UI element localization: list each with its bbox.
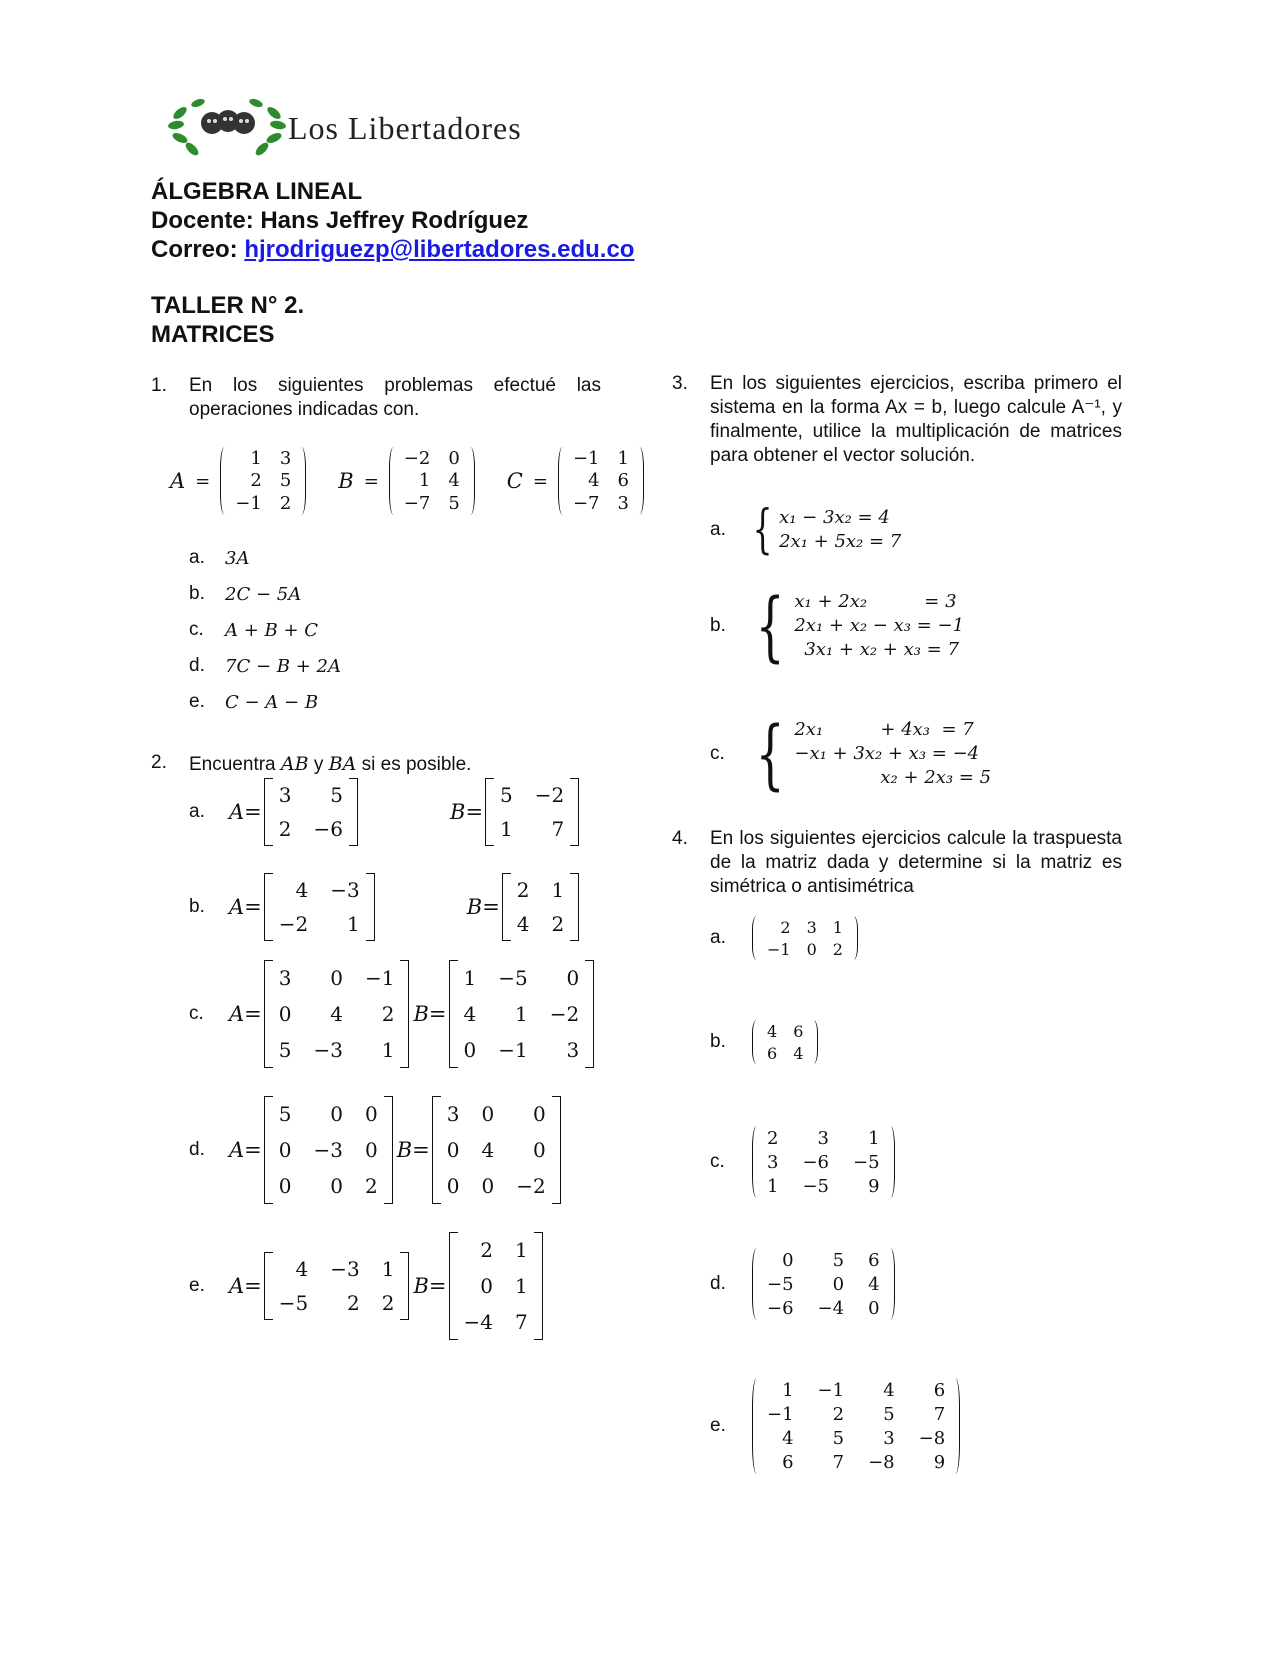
q3-system-label: c.	[710, 743, 725, 764]
q4-matrix-cell: 3	[806, 917, 817, 937]
q2-matrix-a-cell: 0	[365, 1102, 378, 1126]
q1-matrices: A = 1 3 2 5 −1 2 B = −2 0 1 4 −7 5 C = −1 1 4 6 −7 3	[170, 447, 644, 515]
university-logo	[168, 93, 286, 161]
q2-matrix-a-cell: −6	[313, 817, 343, 841]
q2-text-post: si es posible.	[356, 754, 472, 775]
q4-item-label: d.	[710, 1273, 726, 1294]
q4-number: 4.	[672, 828, 688, 849]
q4-matrix	[752, 916, 858, 960]
q4-matrix-cell: 1	[767, 1175, 779, 1197]
q1-item-label: d.	[189, 655, 205, 676]
q2-matrix-b-cell: 1	[515, 1002, 528, 1026]
q2-matrix-a-cell: −1	[365, 966, 395, 990]
q2-text	[189, 752, 471, 777]
q4-matrix-cell: 6	[793, 1021, 804, 1041]
topic-title: MATRICES	[151, 321, 275, 348]
q2-matrix-a-cell: 1	[347, 912, 360, 936]
q4-matrix-cell: 4	[782, 1427, 794, 1449]
q2-label-b: B=	[413, 1274, 447, 1298]
q2-item-label: a.	[189, 801, 205, 822]
q4-matrix-cell: 0	[868, 1297, 880, 1319]
q2-matrix-a-cell: 5	[278, 1038, 292, 1062]
q4-matrix	[752, 1020, 818, 1064]
q1-matrix-a-cell: 5	[279, 470, 292, 492]
q2-matrix-a-cell: 5	[278, 1102, 292, 1126]
q1-label-a: A	[170, 469, 186, 493]
q3-equations	[794, 590, 964, 662]
q1-matrix-c-cell: 3	[617, 493, 629, 515]
q1-matrix-b	[389, 447, 475, 515]
q1-item-expr: 3A	[225, 547, 250, 569]
q2-label-b: B=	[450, 800, 484, 824]
q2-text-pre: Encuentra	[189, 754, 281, 775]
q4-item-label: e.	[710, 1415, 726, 1436]
q1-item	[189, 576, 341, 612]
q2-matrix-a-cell: 0	[330, 1102, 343, 1126]
q2-matrix-a-cell: 1	[381, 1257, 395, 1281]
q4-matrix-cell: 4	[883, 1379, 895, 1401]
q2-matrix-a	[264, 778, 358, 846]
q2-matrix-a-cell: 0	[278, 1002, 292, 1026]
q4-matrix-cell: 9	[868, 1175, 880, 1197]
q2-matrix-b	[449, 1232, 543, 1340]
q1-matrix-a-cell: 1	[250, 447, 262, 469]
q1-matrix-c-cell: 4	[588, 470, 600, 492]
email-label: Correo:	[151, 236, 245, 263]
q2-matrix-b-cell: 2	[551, 912, 565, 936]
q4-matrix-cell: 7	[832, 1451, 845, 1473]
q2-label-a: A=	[229, 800, 262, 824]
q4-matrix-cell: 1	[782, 1379, 794, 1401]
q2-matrix-a-cell: −3	[313, 1138, 343, 1162]
q3-equation: 2x₁ + 5x₂ = 7	[779, 531, 902, 552]
q4-item	[710, 1248, 895, 1320]
workshop-title: TALLER N° 2.	[151, 292, 305, 319]
q1-text: En los siguientes problemas efectué las operaciones indicadas con.	[189, 375, 601, 420]
q3-equations	[779, 506, 901, 554]
q2-matrix-a	[264, 1096, 393, 1204]
q3-equation: −x₁ + 3x₂ + x₃ = −4	[794, 743, 980, 764]
q4-matrix-cell: 4	[793, 1043, 804, 1063]
q2-matrix-a-cell: 0	[278, 1138, 292, 1162]
q1-matrix-c-cell: 6	[617, 470, 629, 492]
q2-matrix-a-cell: −2	[278, 912, 309, 936]
course-title: ÁLGEBRA LINEAL	[151, 178, 363, 205]
q1-matrix-c-cell: −1	[572, 447, 600, 469]
q2-item-label: d.	[189, 1139, 205, 1160]
q2-matrix-a-cell: 1	[381, 1038, 395, 1062]
q2-matrix-b-cell: 4	[481, 1138, 495, 1162]
q2-matrix-b-cell: 0	[533, 1138, 546, 1162]
q1-item	[189, 684, 341, 720]
q2-matrix-b-cell: 1	[515, 1238, 528, 1262]
q1-matrix-a	[220, 447, 306, 515]
q4-item	[710, 1020, 818, 1064]
q4-matrix	[752, 1378, 960, 1474]
q1-item-label: e.	[189, 691, 205, 712]
q1-item-label: b.	[189, 583, 205, 604]
q1-matrix-a-cell: 2	[279, 493, 292, 515]
q2-item	[189, 1096, 561, 1204]
q2-matrix-a-cell: 2	[381, 1291, 395, 1315]
q4-matrix-cell: 2	[767, 1127, 779, 1149]
q2-matrix-a-cell: 2	[278, 817, 292, 841]
q4-matrix-cell: 0	[832, 1273, 845, 1295]
q2-item	[189, 960, 594, 1068]
q2-matrix-b	[432, 1096, 561, 1204]
q4-matrix-cell: −1	[767, 939, 791, 959]
q3-equation: 2x₁ + 4x₃ = 7	[794, 719, 974, 740]
q1-item-label: a.	[189, 547, 205, 568]
q2-matrix-b-cell: 7	[515, 1310, 528, 1334]
q4-matrix-cell: 1	[868, 1127, 880, 1149]
q3-brace: {	[755, 709, 785, 798]
q2-label-a: A=	[229, 1138, 262, 1162]
q4-matrix-cell: 6	[868, 1249, 880, 1271]
q2-matrix-b-cell: 1	[500, 817, 513, 841]
q2-matrix-b-cell: 0	[566, 966, 580, 990]
q2-matrix-a-cell: 3	[278, 783, 292, 807]
q4-matrix-cell: −1	[817, 1379, 845, 1401]
q2-matrix-a-cell: 3	[278, 966, 292, 990]
q2-matrix-b-cell: 7	[551, 817, 565, 841]
q4-matrix	[752, 1126, 895, 1198]
q4-matrix-cell: 1	[832, 917, 843, 937]
q4-matrix-cell: 3	[767, 1151, 779, 1173]
q2-matrix-a-cell: −5	[278, 1291, 309, 1315]
q2-matrix-a-cell: 4	[330, 1002, 343, 1026]
q2-matrix-b	[485, 778, 579, 846]
q1-matrix-b-cell: 5	[448, 493, 460, 515]
q2-matrix-a-cell: 2	[365, 1174, 378, 1198]
q4-matrix-cell: 5	[832, 1427, 845, 1449]
q4-item	[710, 1126, 895, 1198]
q2-y: y	[308, 754, 329, 775]
q2-item	[189, 778, 579, 846]
q4-item-label: c.	[710, 1151, 725, 1172]
q2-label-b: B=	[466, 895, 500, 919]
q2-matrix-b-cell: −1	[498, 1038, 528, 1062]
q2-ab: AB	[280, 753, 309, 775]
q4-matrix-cell: −6	[767, 1297, 794, 1319]
q2-matrix-b-cell: 0	[446, 1174, 460, 1198]
q2-item-label: e.	[189, 1275, 205, 1296]
q2-matrix-a-cell: 4	[295, 878, 309, 902]
q1-matrix-b-cell: −7	[403, 493, 431, 515]
q3-system	[710, 581, 965, 670]
q1-matrix-c-cell: −7	[572, 493, 600, 515]
q1-matrix-a-cell: −1	[235, 493, 262, 515]
q4-matrix-cell: 5	[883, 1403, 895, 1425]
q4-item	[710, 916, 858, 960]
q1-item-label: c.	[189, 619, 204, 640]
q4-matrix-cell: 4	[767, 1021, 778, 1041]
q2-matrix-a-cell: 2	[381, 1002, 395, 1026]
q2-matrix-b-cell: 4	[463, 1002, 477, 1026]
q1-label-c: C	[506, 469, 523, 493]
q3-text: En los siguientes ejercicios, escriba primero el sistema en la forma Ax = b, luego calcule A⁻¹, y finalmente, utilice la multiplicación de matrices para obtener el vector solución.	[710, 373, 1122, 466]
q1-number: 1.	[151, 375, 167, 396]
q2-matrix-a-cell: −3	[330, 1257, 360, 1281]
q2-matrix-b-cell: 0	[480, 1274, 494, 1298]
q2-matrix-b-cell: 1	[551, 878, 565, 902]
q4-matrix-cell: 4	[868, 1273, 880, 1295]
q1-item-expr: A + B + C	[225, 619, 319, 641]
q1-item	[189, 648, 341, 684]
q2-matrix-b-cell: −5	[498, 966, 528, 990]
q3-equation: 2x₁ + x₂ − x₃ = −1	[794, 615, 965, 636]
q2-matrix-b-cell: 2	[516, 878, 530, 902]
brand-name: Los Libertadores	[288, 110, 522, 146]
q4-matrix-cell: −4	[817, 1297, 845, 1319]
q2-item-label: c.	[189, 1003, 204, 1024]
q4-matrix-cell: −5	[802, 1175, 829, 1197]
email-link[interactable]: hjrodriguezp@libertadores.edu.co	[244, 236, 635, 263]
q2-matrix-a-cell: 0	[278, 1174, 292, 1198]
q1-item-expr: C − A − B	[225, 691, 319, 713]
q2-label-b: B=	[396, 1138, 430, 1162]
q4-matrix-cell: 3	[817, 1127, 829, 1149]
q2-item	[189, 1232, 543, 1340]
q4-item-label: a.	[710, 927, 726, 948]
q3-brace: {	[752, 500, 773, 560]
q4-matrix-cell: 6	[782, 1451, 794, 1473]
q3-system-label: b.	[710, 615, 726, 636]
q1-item-expr: 7C − B + 2A	[225, 655, 341, 677]
q1-item	[189, 612, 341, 648]
q2-matrix-b-cell: 2	[480, 1238, 494, 1262]
q2-matrix-a-cell: 4	[295, 1257, 309, 1281]
q2-matrix-a-cell: −3	[313, 1038, 343, 1062]
q2-matrix-a-cell: 5	[330, 783, 343, 807]
q4-matrix-cell: −8	[868, 1451, 895, 1473]
q4-matrix-cell: 3	[883, 1427, 895, 1449]
q4-matrix-cell: 6	[767, 1043, 778, 1063]
q4-matrix-cell: 5	[832, 1249, 845, 1271]
q1-item	[189, 540, 341, 576]
q2-matrix-b-cell: 0	[463, 1038, 477, 1062]
q2-ba: BA	[328, 753, 357, 775]
q4-matrix-cell: −1	[767, 1403, 794, 1425]
email-line	[151, 235, 634, 264]
q4-matrix-cell: 7	[933, 1403, 946, 1425]
q2-matrix-b-cell: 0	[481, 1102, 495, 1126]
q2-matrix-b-cell: 1	[515, 1274, 528, 1298]
q2-matrix-a-cell: 0	[330, 1174, 343, 1198]
q2-matrix-b-cell: 0	[533, 1102, 546, 1126]
q2-item	[189, 873, 579, 941]
q4-matrix-cell: 0	[806, 939, 817, 959]
q2-matrix-b-cell: −2	[549, 1002, 580, 1026]
q4-item	[710, 1378, 960, 1474]
q1-matrix-a-cell: 3	[279, 447, 292, 469]
q3-system-label: a.	[710, 519, 726, 540]
q1-item-expr: 2C − 5A	[225, 583, 302, 605]
q2-label-a: A=	[229, 895, 262, 919]
q1-matrix-b-cell: 0	[448, 447, 460, 469]
q4-matrix-cell: 2	[832, 1403, 845, 1425]
q3-equations	[794, 718, 991, 790]
q1-matrix-b-cell: 4	[448, 470, 460, 492]
q2-matrix-a-cell: 0	[365, 1138, 378, 1162]
q3-equation: x₂ + 2x₃ = 5	[880, 767, 992, 788]
q4-matrix-cell: 6	[933, 1379, 946, 1401]
q1-matrix-a-cell: 2	[250, 470, 262, 492]
q4-matrix-cell: −5	[853, 1151, 880, 1173]
q3-equation: 3x₁ + x₂ + x₃ = 7	[804, 639, 959, 660]
q2-label-a: A=	[229, 1274, 262, 1298]
q2-label-a: A=	[229, 1002, 262, 1026]
q2-matrix-a	[264, 960, 410, 1068]
q2-matrix-b	[502, 873, 579, 941]
q1-matrix-c	[558, 447, 644, 515]
q4-matrix	[752, 1248, 895, 1320]
q2-number: 2.	[151, 752, 167, 773]
q1-matrix-b-cell: −2	[403, 447, 431, 469]
q3-equation: x₁ + 2x₂ = 3	[794, 591, 957, 612]
q2-matrix-b-cell: 1	[463, 966, 477, 990]
q2-matrix-b-cell: 5	[500, 783, 513, 807]
q1-label-b: B	[338, 469, 354, 493]
q4-matrix-cell: 9	[933, 1451, 946, 1473]
q3-system	[710, 709, 992, 798]
q1-matrix-c-cell: 1	[617, 447, 629, 469]
q2-matrix-b-cell: −2	[534, 783, 565, 807]
q3-brace: {	[755, 581, 785, 670]
q3-system	[710, 500, 902, 560]
q2-matrix-b-cell: 0	[481, 1174, 495, 1198]
q2-matrix-b-cell: 3	[446, 1102, 460, 1126]
q2-matrix-a-cell: 2	[347, 1291, 360, 1315]
q4-matrix-cell: −6	[802, 1151, 829, 1173]
q2-matrix-a	[264, 1252, 410, 1320]
q4-matrix-cell: 0	[782, 1249, 794, 1271]
q2-matrix-b-cell: 3	[566, 1038, 580, 1062]
q2-matrix-b-cell: 0	[446, 1138, 460, 1162]
q4-matrix-cell: −8	[918, 1427, 946, 1449]
q3-equation: x₁ − 3x₂ = 4	[779, 507, 890, 528]
q4-matrix-cell: 2	[832, 939, 843, 959]
q4-item-label: b.	[710, 1031, 726, 1052]
q2-matrix-b-cell: 4	[516, 912, 530, 936]
q3-number: 3.	[672, 373, 688, 394]
q1-matrix-b-cell: 1	[418, 470, 431, 492]
q4-matrix-cell: −5	[767, 1273, 794, 1295]
q2-matrix-a-cell: −3	[330, 878, 360, 902]
q2-item-label: b.	[189, 896, 205, 917]
q1-items	[189, 540, 341, 720]
q2-matrix-b	[449, 960, 595, 1068]
q2-matrix-a	[264, 873, 375, 941]
q2-label-b: B=	[413, 1002, 447, 1026]
q2-matrix-b-cell: −2	[516, 1174, 546, 1198]
q2-matrix-b-cell: −4	[463, 1310, 494, 1334]
teacher-name: Docente: Hans Jeffrey Rodríguez	[151, 207, 529, 234]
q2-matrix-a-cell: 0	[330, 966, 343, 990]
q4-text: En los siguientes ejercicios calcule la traspuesta de la matriz dada y determine si la matriz es simétrica o antisimétrica	[710, 828, 1122, 897]
q4-matrix-cell: 2	[780, 917, 791, 937]
